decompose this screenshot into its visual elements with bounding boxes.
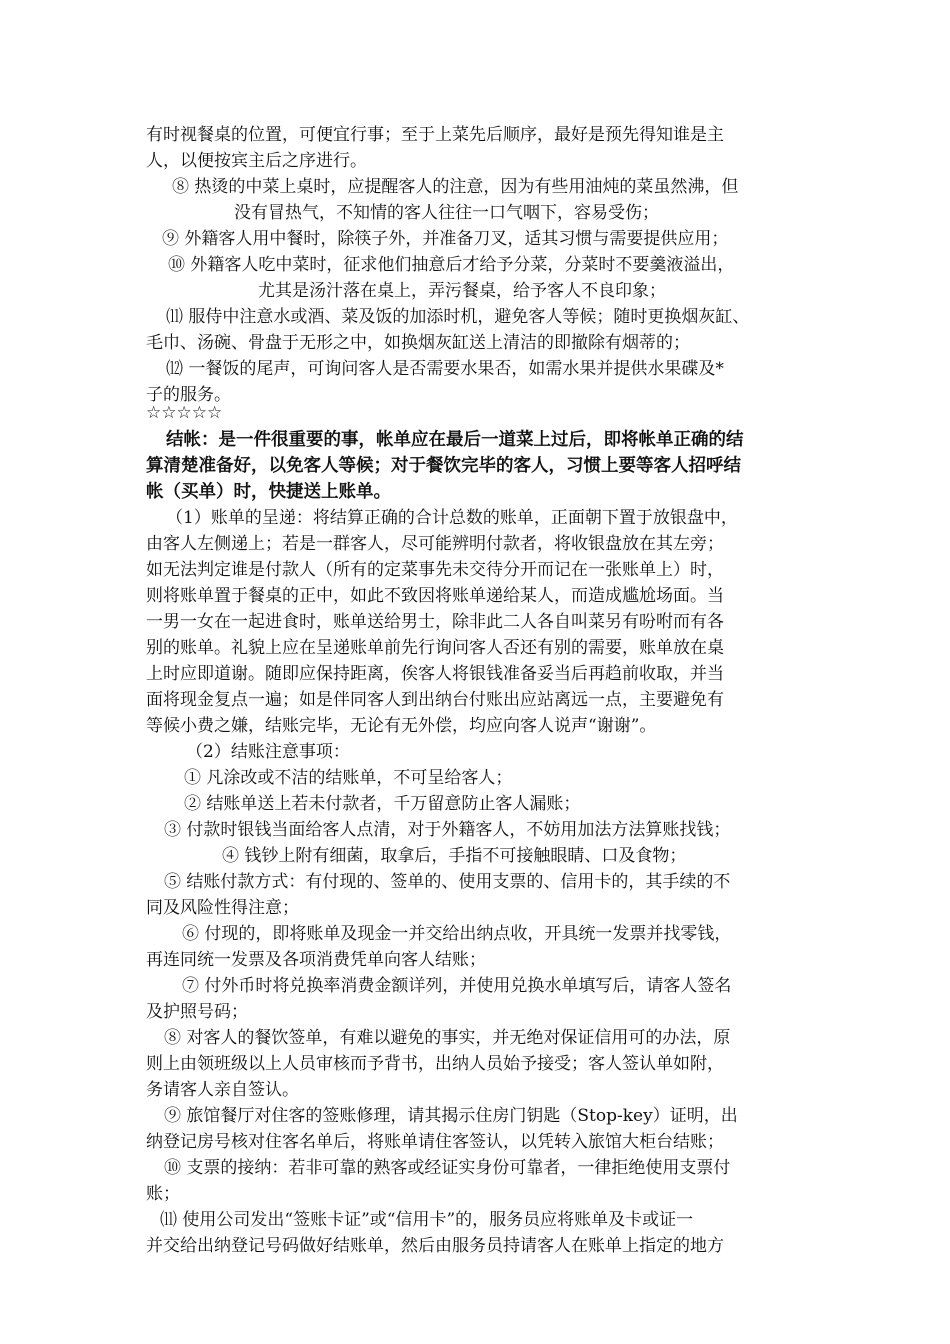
text-line: 则上由领班级以上人员审核而予背书，出纳人员始予接受；客人签认单如附， bbox=[146, 1054, 724, 1074]
text-line: 账； bbox=[146, 1184, 180, 1204]
text-line: 上时应即道谢。随即应保持距离，俟客人将银钱准备妥当后再趋前收取，并当 bbox=[146, 664, 724, 684]
text-line: ⑾ 服侍中注意水或酒、菜及饭的加添时机，避免客人等候；随时更换烟灰缸、 bbox=[166, 307, 750, 327]
section-divider-stars: ☆☆☆☆☆ bbox=[146, 403, 223, 423]
text-line: 有时视餐桌的位置，可便宜行事；至于上菜先后顺序，最好是预先得知谁是主 bbox=[146, 125, 724, 145]
text-line: 再连同统一发票及各项消费凭单向客人结账； bbox=[146, 950, 486, 970]
text-line: 一男一女在一起进食时，账单送给男士，除非此二人各自叫菜另有吩咐而有各 bbox=[146, 612, 724, 632]
text-line: ④ 钱钞上附有细菌，取拿后，手指不可接触眼睛、口及食物； bbox=[222, 846, 687, 866]
text-line: ⑩ 支票的接纳：若非可靠的熟客或经证实身份可靠者，一律拒绝使用支票付 bbox=[164, 1158, 731, 1178]
text-line: 子的服务。 bbox=[146, 385, 231, 405]
text-line: 并交给出纳登记号码做好结账单，然后由服务员持请客人在账单上指定的地方 bbox=[146, 1236, 724, 1256]
text-line-bold: 结帐：是一件很重要的事，帐单应在最后一道菜上过后，即将帐单正确的结 bbox=[166, 430, 744, 450]
text-line: ⑧ 热烫的中菜上桌时，应提醒客人的注意，因为有些用油炖的菜虽然沸，但 bbox=[172, 177, 739, 197]
text-line: 务请客人亲自签认。 bbox=[146, 1080, 299, 1100]
text-line: ⑾ 使用公司发出“签账卡证”或“信用卡”的，服务员应将账单及卡或证一 bbox=[160, 1210, 694, 1230]
text-line: ⑨ 旅馆餐厅对住客的签账修理，请其揭示住房门钥匙（Stop-key）证明，出 bbox=[164, 1106, 738, 1126]
text-line: 人，以便按宾主后之序进行。 bbox=[146, 151, 367, 171]
text-line: 尤其是汤汁落在桌上，弄污餐桌，给予客人不良印象； bbox=[258, 281, 666, 301]
text-line: ⑤ 结账付款方式：有付现的、签单的、使用支票的、信用卡的，其手续的不 bbox=[164, 872, 731, 892]
text-line: 等候小费之嫌，结账完毕，无论有无外偿，均应向客人说声“谢谢”。 bbox=[146, 716, 657, 736]
text-line: ⑩ 外籍客人吃中菜时，征求他们抽意后才给予分菜，分菜时不要羹液溢出， bbox=[168, 255, 735, 275]
text-line: 同及风险性得注意； bbox=[146, 898, 299, 918]
text-line: 如无法判定谁是付款人（所有的定菜事先未交待分开而记在一张账单上）时， bbox=[146, 560, 724, 580]
text-line: ⑨ 外籍客人用中餐时，除筷子外，并准备刀叉，适其习惯与需要提供应用； bbox=[162, 229, 729, 249]
text-line: 没有冒热气，不知情的客人往往一口气咽下，容易受伤； bbox=[234, 203, 659, 223]
text-line-bold: 算清楚准备好，以免客人等候；对于餐饮完毕的客人，习惯上要等客人招呼结 bbox=[146, 456, 741, 476]
text-line: 面将现金复点一遍；如是伴同客人到出纳台付账出应站离远一点，主要避免有 bbox=[146, 690, 724, 710]
text-line: ② 结账单送上若未付款者，千万留意防止客人漏账； bbox=[184, 794, 581, 814]
text-line: 则将账单置于餐桌的正中，如此不致因将账单递给某人，而造成尴尬场面。当 bbox=[146, 586, 724, 606]
text-line: 由客人左侧递上；若是一群客人，尽可能辨明付款者，将收银盘放在其左旁； bbox=[146, 534, 724, 554]
text-line-bold: 帐（买单）时，快捷送上账单。 bbox=[146, 482, 391, 502]
text-line: （1）账单的呈递：将结算正确的合计总数的账单，正面朝下置于放银盘中， bbox=[166, 508, 738, 528]
text-line: 纳登记房号核对住客名单后，将账单请住客签认，以凭转入旅馆大柜台结账； bbox=[146, 1132, 724, 1152]
text-line: 毛巾、汤碗、骨盘于无形之中，如换烟灰缸送上清洁的即撤除有烟蒂的； bbox=[146, 333, 690, 353]
text-line: ⑧ 对客人的餐饮签单，有难以避免的事实，并无绝对保证信用可的办法，原 bbox=[164, 1028, 731, 1048]
text-line: ① 凡涂改或不洁的结账单，不可呈给客人； bbox=[184, 768, 513, 788]
text-line: ⑦ 付外币时将兑换率消费金额详列，并使用兑换水单填写后，请客人签名 bbox=[182, 976, 732, 996]
text-line: ⑿ 一餐饭的尾声，可询问客人是否需要水果否，如需水果并提供水果碟及* bbox=[166, 359, 724, 379]
text-line: ③ 付款时银钱当面给客人点清，对于外籍客人，不妨用加法方法算账找钱； bbox=[164, 820, 731, 840]
text-line: ⑥ 付现的，即将账单及现金一并交给出纳点收，开具统一发票并找零钱， bbox=[182, 924, 732, 944]
text-line: 别的账单。礼貌上应在呈递账单前先行询问客人否还有别的需要，账单放在桌 bbox=[146, 638, 724, 658]
text-line: 及护照号码； bbox=[146, 1002, 248, 1022]
text-line: （2）结账注意事项： bbox=[186, 742, 350, 762]
